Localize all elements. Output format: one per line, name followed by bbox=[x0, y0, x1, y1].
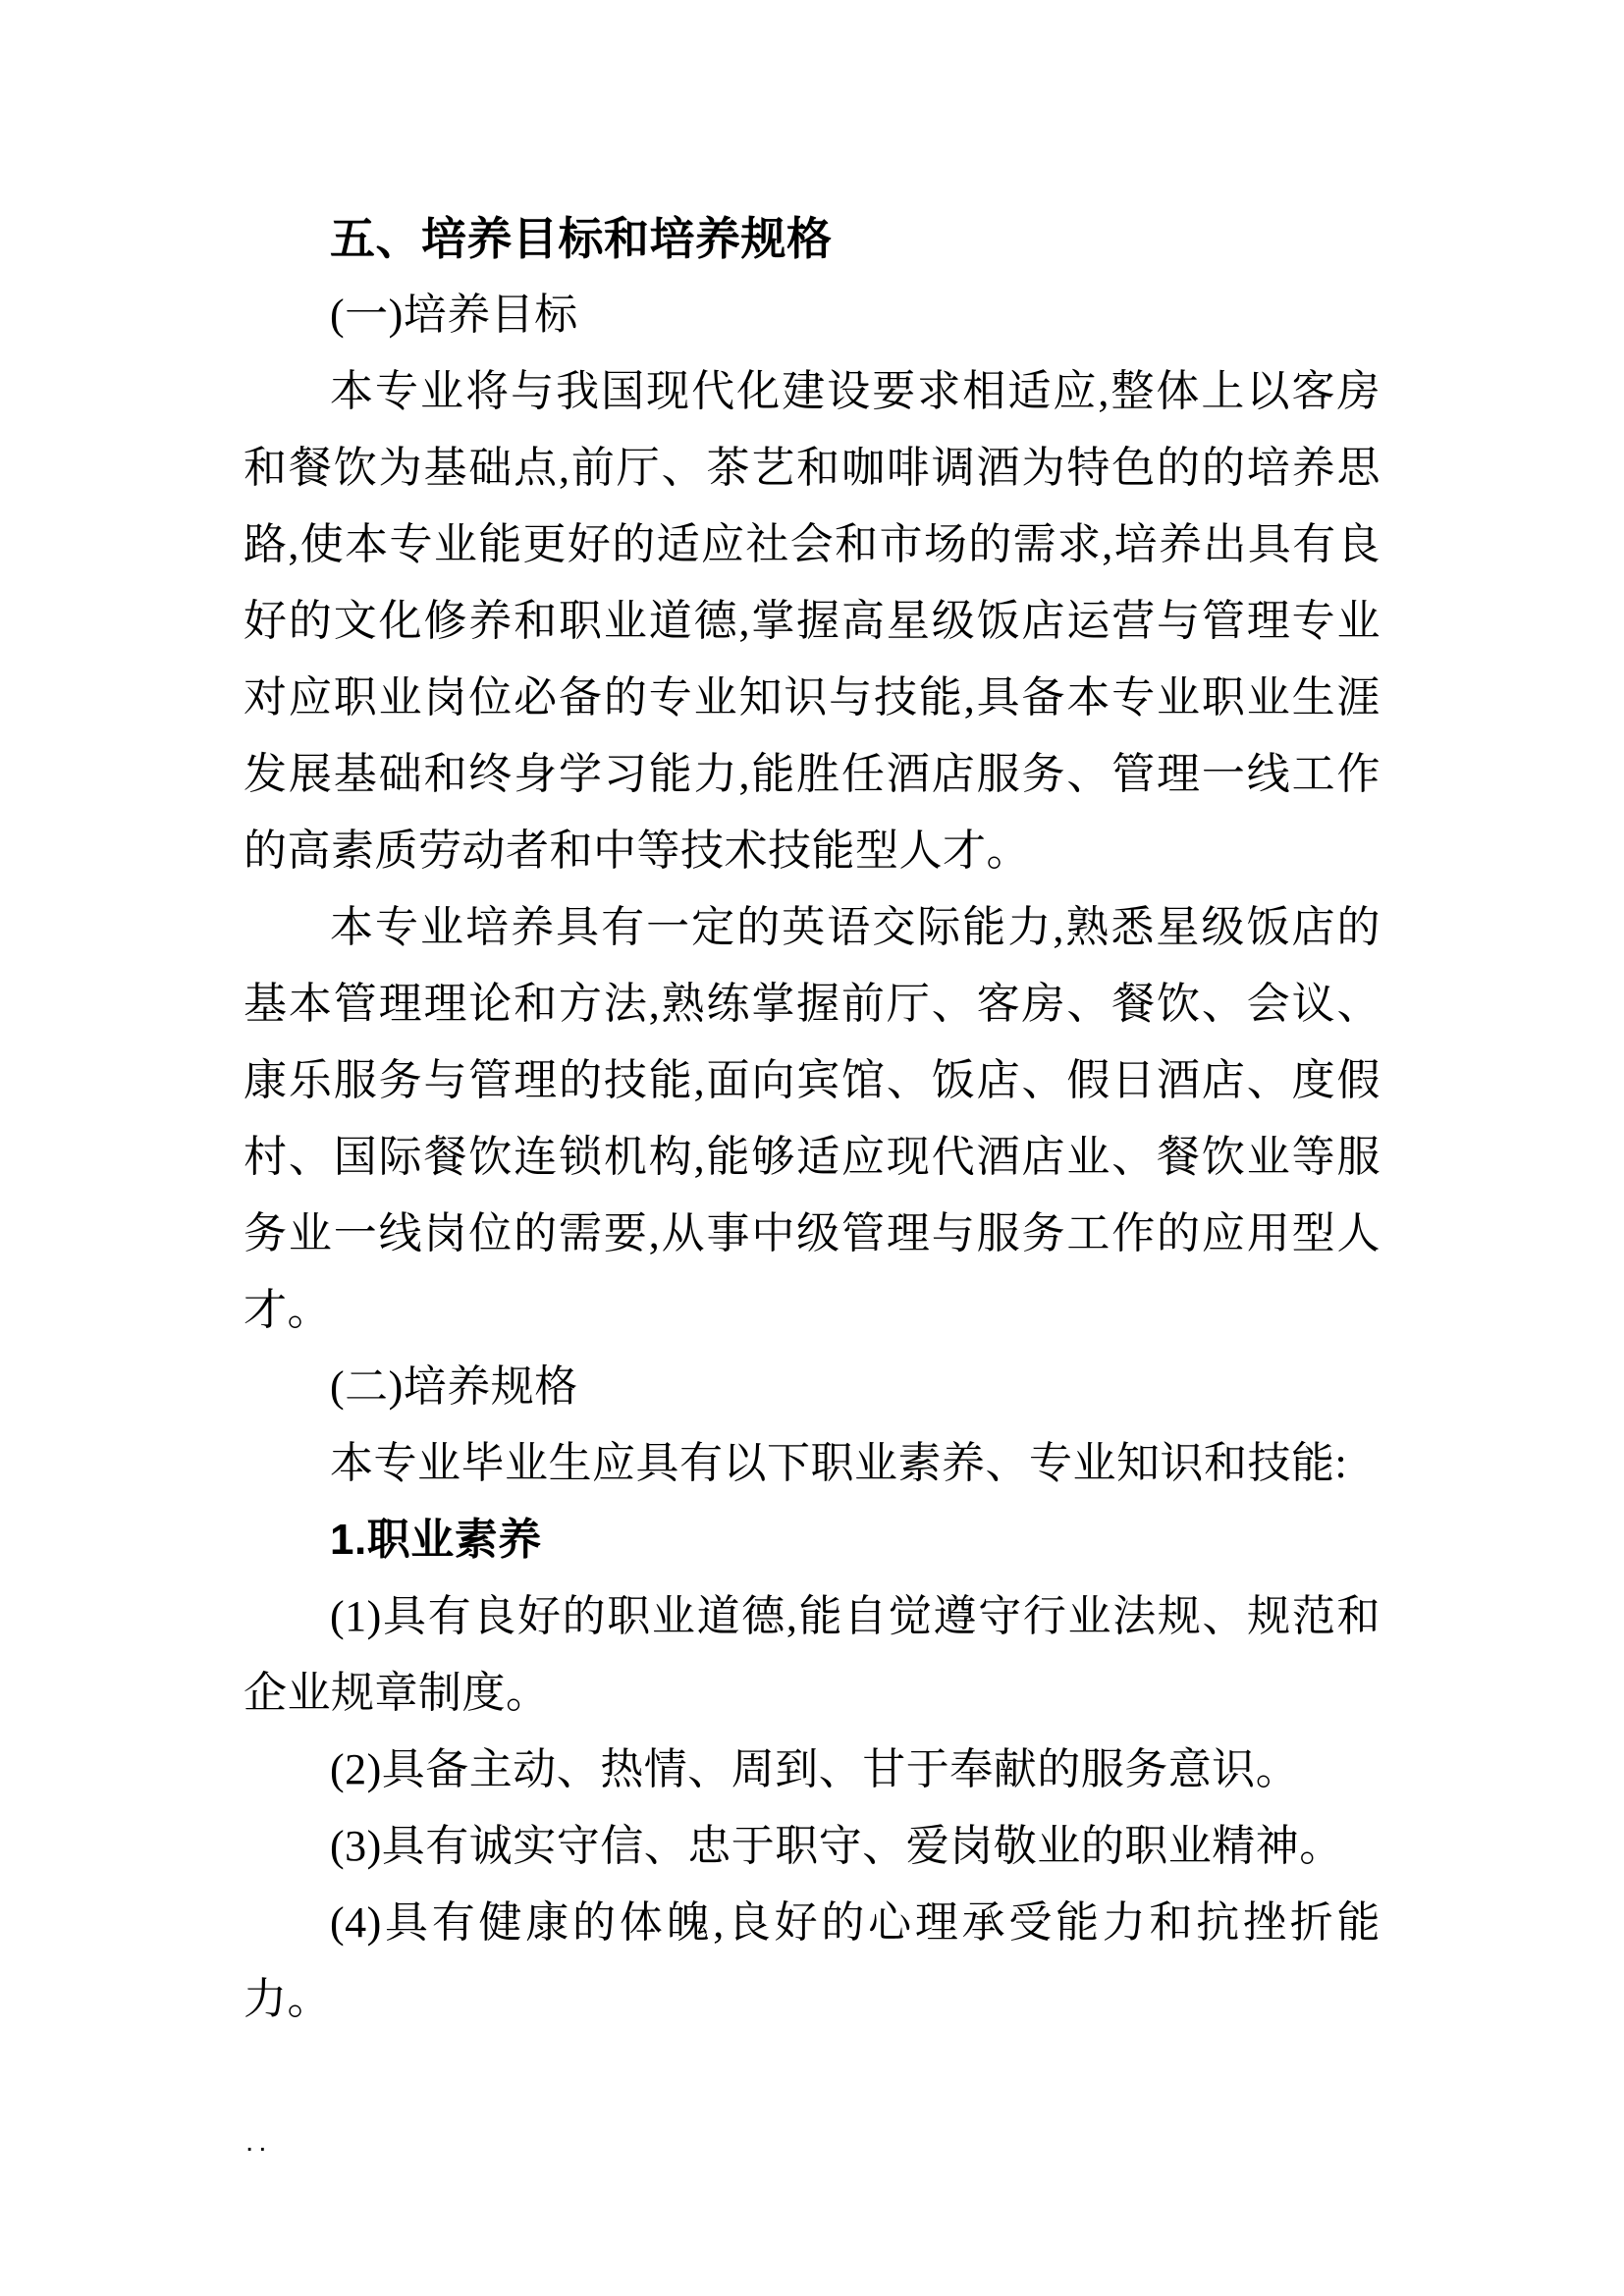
footer-artifact-mark: .. bbox=[244, 2136, 271, 2156]
paragraph-training-objective-1: 本专业将与我国现代化建设要求相适应,整体上以客房和餐饮为基础点,前厅、茶艺和咖啡调酒为特色的的培养思路,使本专业能更好的适应社会和市场的需求,培养出具有良好的文化修养和职业道德,掌握高星级饭店运营与管理专业对应职业岗位必备的专业知识与技能,具备本专业职业生涯发展基础和终身学习能力,能胜任酒店服务、管理一线工作的高素质劳动者和中等技术技能型人才。 bbox=[244, 367, 1380, 875]
subsection-heading-training-specification: (二)培养规格 bbox=[330, 1362, 578, 1411]
list-item-quality-2: (2)具备主动、热情、周到、甘于奉献的服务意识。 bbox=[330, 1745, 1300, 1793]
subsection-heading-training-objective: (一)培养目标 bbox=[330, 291, 578, 339]
document-page bbox=[244, 200, 1380, 2038]
section-heading: 五、培养目标和培养规格 bbox=[330, 213, 833, 264]
paragraph-training-objective-2: 本专业培养具有一定的英语交际能力,熟悉星级饭店的基本管理理论和方法,熟练掌握前厅、客房、餐饮、会议、康乐服务与管理的技能,面向宾馆、饭店、假日酒店、度假村、国际餐饮连锁机构,能够适应现代酒店业、餐饮业等服务业一线岗位的需要,从事中级管理与服务工作的应用型人才。 bbox=[244, 903, 1380, 1334]
list-item-quality-4: (4)具有健康的体魄,良好的心理承受能力和抗挫折能力。 bbox=[244, 1898, 1380, 2023]
paragraph-specification-intro: 本专业毕业生应具有以下职业素养、专业知识和技能: bbox=[330, 1439, 1348, 1487]
heading-professional-quality: 1.职业素养 bbox=[330, 1516, 542, 1564]
list-item-quality-1: (1)具有良好的职业道德,能自觉遵守行业法规、规范和企业规章制度。 bbox=[244, 1592, 1380, 1717]
list-item-quality-3: (3)具有诚实守信、忠于职守、爱岗敬业的职业精神。 bbox=[330, 1822, 1343, 1870]
